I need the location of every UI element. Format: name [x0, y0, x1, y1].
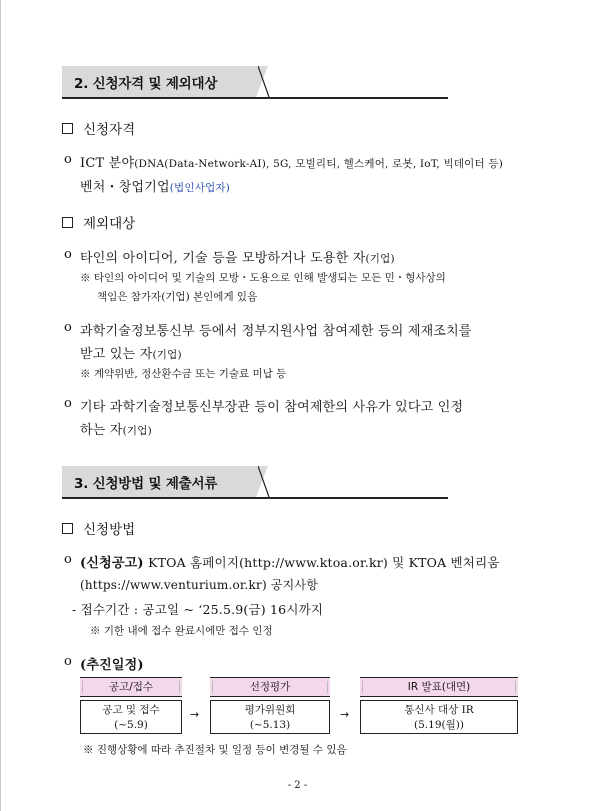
- square-bullet-icon: [62, 523, 73, 534]
- eligibility-heading: 신청자격: [62, 118, 135, 138]
- page-number: - 2 -: [287, 780, 308, 791]
- schedule-note: ※ 진행상황에 따라 추진절차 및 일정 등이 변경될 수 있음: [83, 744, 347, 756]
- step-1-date: (~5.9): [114, 719, 148, 731]
- section-underline: [62, 497, 448, 499]
- eligibility-line-2: 벤처・창업기업(법인사업자): [80, 180, 231, 195]
- exclusion-item-1: 타인의 아이디어, 기술 등을 모방하거나 도용한 자(기업): [80, 251, 395, 266]
- section-underline: [62, 97, 448, 99]
- period-note: ※ 기한 내에 접수 완료시에만 접수 인정: [90, 625, 273, 637]
- notice-line-1: (신청공고) KTOA 홈페이지(http://www.ktoa.or.kr) 및 KTOA 벤처리움: [80, 555, 500, 571]
- bullet-icon: o: [64, 552, 72, 567]
- step-1-title: 공고 및 접수: [102, 704, 160, 716]
- section-tab-notch: [258, 66, 272, 97]
- exclusion-item-3-line-2: 하는 자(기업): [80, 423, 152, 438]
- schedule-label: (추진일정): [80, 658, 144, 673]
- notice-line-2: (https://www.venturium.or.kr) 공지사항: [80, 578, 319, 592]
- exclusion-item-1-note-cont: 책임은 참가자(기업) 본인에게 있음: [97, 291, 258, 303]
- bullet-icon: o: [64, 654, 72, 669]
- section-3-title: 3. 신청방법 및 제출서류: [74, 476, 218, 492]
- section-2-header: [62, 66, 448, 104]
- page-border: [0, 0, 1, 811]
- exclusion-item-2-line-1: 과학기술정보통신부 등에서 정부지원사업 참여제한 등의 제재조치를: [80, 324, 472, 339]
- bullet-icon: o: [64, 396, 72, 411]
- bullet-icon: o: [64, 152, 72, 167]
- arrow-right-icon: →: [340, 708, 350, 721]
- step-3-date: (5.19(월)): [414, 719, 464, 731]
- step-2-date: (~5.13): [249, 719, 291, 731]
- step-2-box: [210, 700, 330, 734]
- exclusion-item-2-note: ※ 계약위반, 정산환수금 또는 기술료 미납 등: [80, 368, 287, 380]
- step-3-title: 통신사 대상 IR: [404, 704, 474, 716]
- square-bullet-icon: [62, 217, 73, 228]
- step-2-header: 선정평가: [210, 677, 330, 697]
- square-bullet-icon: [62, 123, 73, 134]
- method-heading: 신청방법: [62, 518, 135, 538]
- exclusion-item-3-line-1: 기타 과학기술정보통신부장관 등이 참여제한의 사유가 있다고 인정: [80, 400, 464, 415]
- section-2-title: 2. 신청자격 및 제외대상: [74, 76, 218, 92]
- step-3-header: IR 발표(대면): [360, 677, 518, 697]
- arrow-right-icon: →: [190, 708, 200, 721]
- step-2-title: 평가위원회: [244, 704, 296, 716]
- eligibility-line-1: ICT 분야(DNA(Data-Network-AI), 5G, 모빌리티, 헬스케어, 로봇, IoT, 빅데이터 등): [80, 156, 504, 171]
- exclusion-item-1-note: ※ 타인의 아이디어 및 기술의 모방・도용으로 인해 발생되는 모든 민・형사상의: [80, 272, 446, 284]
- exclusion-item-2-line-2: 받고 있는 자(기업): [80, 347, 182, 362]
- bullet-icon: o: [64, 320, 72, 335]
- step-1-box: [80, 700, 182, 734]
- exclusion-heading: 제외대상: [62, 212, 135, 232]
- section-tab-notch: [258, 466, 272, 497]
- bullet-icon: o: [64, 247, 72, 262]
- section-3-header: [62, 466, 448, 504]
- step-3-box: [360, 700, 518, 734]
- step-1-header: 공고/접수: [80, 677, 182, 697]
- application-period: - 접수기간 : 공고일 ~ ‘25.5.9(금) 16시까지: [72, 602, 324, 617]
